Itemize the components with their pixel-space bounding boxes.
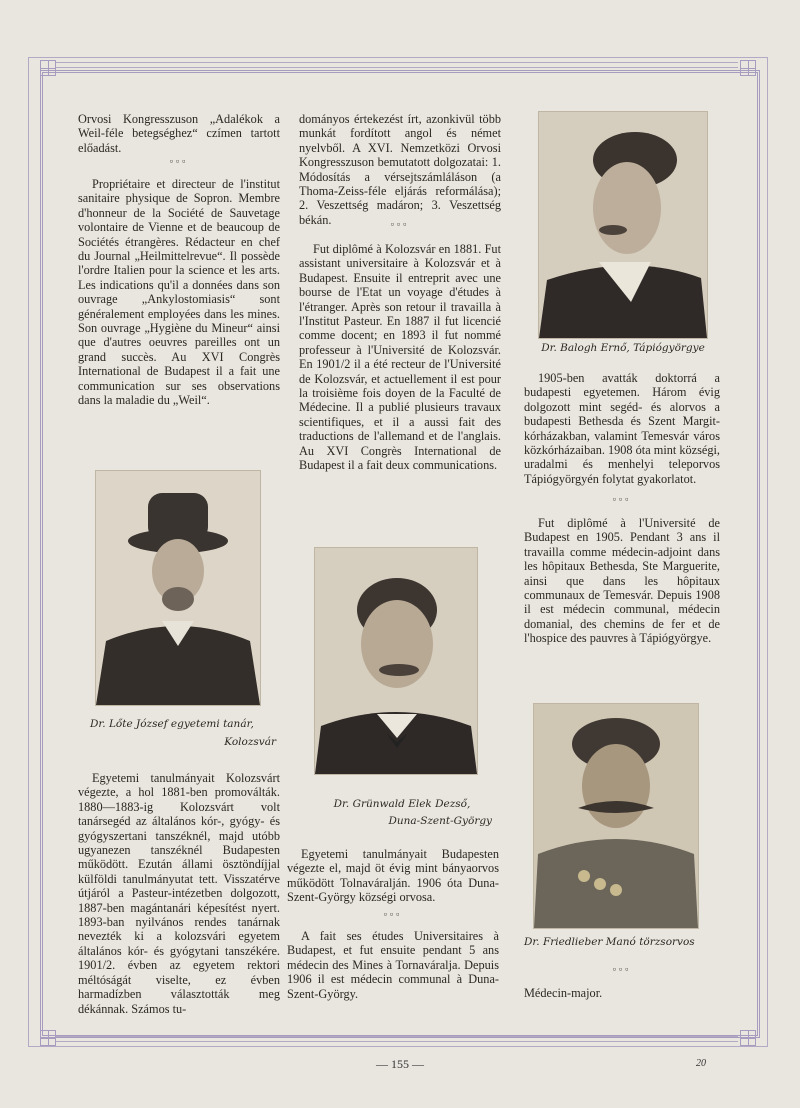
col2-paragraph-2: Fut diplômé à Kolozsvár en 1881. Fut assistant universitaire à Kolozsvár et à Budapest. Ensuite il entreprit avec une bourse de l'Etat un voyage d'études à l'étranger. Après son retour il travailla à l'Institut Pasteur. En 1887 il fut licencié comme docent; en 1893 il fut nommé professeur à l'Université de Kolozsvár. En 1901/2 il a été recteur de l'Université de Kolozsvár, et actuellement il est pour la troisième fois doyen de la Faculté de Médecine. Il a publié plusieurs travaux scientifiques, et il a aussi fait des traductions de l'allemand et de l'anglais. Au XVI Congrès International de Budapest il a fait deux communications. [299,242,501,473]
portrait-image [539,112,707,338]
corner-ornament [40,1030,56,1046]
corner-ornament [740,60,756,76]
portrait-friedlieber-mano [533,703,699,929]
section-separator: ▫▫▫ [612,964,632,974]
portrait-balogh-erno [538,111,708,339]
portrait-lote-jozsef [95,470,261,706]
col2-paragraph-4: A fait ses études Universitaires à Budapest, et fut ensuite pendant 5 ans médecin des Mines à Tornaváralja. Depuis 1906 il est médecin communal à Duna-Szent-György. [287,929,499,1001]
caption-balogh: Dr. Balogh Ernő, Tápiógyörgye [541,342,705,354]
col1-paragraph-3: Egyetemi tanulmányait Kolozsvárt végezte, a hol 1881-ben promoválták. 1880—1883-ig Kolozsvárt volt tanársegéd az általános kór-, gyógy- és gyógyszertani tanszéknél, majd utóbb ugyanezen tanszéknél Budapesten működött. Ezután állami ösztöndíjjal külföldi tanulmányutat tett. Visszatérve útjáról a Pasteur-intézetben dolgozott, 1887-ben magántanári képesítést nyert. 1893-ban nyilvános rendes tanárnak nevezték ki a kolozsvári egyetem általános kór- és gyógytani tanszékére. 1901/2. évben az egyetem rektori méltóságát viselte, ez évben harmadízben választották meg dékánnak. Számos tu- [78,771,280,1016]
caption-lote-name: Dr. Lőte József egyetemi tanár, [90,718,254,730]
portrait-grunwald-elek [314,547,478,775]
col1-paragraph-1: Orvosi Kongresszuson „Adalékok a Weil-féle betegséghez“ czímen tartott előadást. [78,112,280,155]
col1-paragraph-2: Propriétaire et directeur de l'institut sanitaire physique de Sopron. Membre d'honneur de la Société de Sauvetage volontaire de Vienne et de beaucoup de Sociétés étrangères. Rédacteur en chef du Journal „Heilmittelrevue“. Il possède l'ordre Italien pour la science et les arts. Les indications qu'il a données dans son ouvrage „Ankylostomiasis“ sont généralement employées dans les mines. Son ouvrage „Hygiène du Mineur“ ainsi que d'autres oeuvres pareilles ont un grand succès. Au XVI Congrès International de Budapest il a fait une communication sur ses observations dans la maladie du „Weil“. [78,177,280,408]
section-separator: ▫▫▫ [383,909,403,919]
col2-paragraph-3: Egyetemi tanulmányait Budapesten végezte el, majd öt évig mint bányaorvos működött Tolnaváralján. 1906 óta Duna-Szent-György községi orvosa. [287,847,499,905]
section-separator: ▫▫▫ [612,494,632,504]
ornamental-rule-top [56,62,738,68]
col3-paragraph-3: Médecin-major. [524,986,603,1000]
caption-grunwald-place: Duna-Szent-György [388,815,492,827]
section-separator: ▫▫▫ [169,156,189,166]
ornamental-rule-bottom [56,1036,738,1042]
page-number: — 155 — [376,1057,424,1071]
portrait-image [96,471,260,705]
printer-signature: 20 [696,1058,706,1069]
section-separator: ▫▫▫ [390,219,410,229]
col2-paragraph-1: dományos értekezést írt, azonkivül több munkát fordított angol és német nyelvből. A XVI. Nemzetközi Orvosi Kongresszuson bemutatott dolgozatai: 1. Módosítás a vérsejtszámláláson (a Thoma-Zeiss-féle eljárás reformálása); 2. Veszettség madáron; 3. Veszettség békán. [299,112,501,227]
caption-friedlieber: Dr. Friedlieber Manó törzsorvos [524,936,695,948]
portrait-image [315,548,477,774]
portrait-image [534,704,698,928]
caption-lote-place: Kolozsvár [224,736,276,748]
col3-paragraph-2: Fut diplômé à l'Université de Budapest en 1905. Pendant 3 ans il travailla comme médecin-adjoint dans les hôpitaux Bethesda, Ste Marguerite, ainsi que dans les hôpitaux communaux de Temesvár. Depuis 1908 il est médecin communal, médecin domanial, des chemins de fer et de l'hospice des pauvres à Tápiógyörgye. [524,516,720,646]
corner-ornament [40,60,56,76]
corner-ornament [740,1030,756,1046]
caption-grunwald-name: Dr. Grünwald Elek Dezső, [333,798,471,810]
col3-paragraph-1: 1905-ben avatták doktorrá a budapesti egyetemen. Három évig dolgozott mint segéd- és alorvos a budapesti Bethesda és Szent Margit-kórházakban, valamint Temesvár város közkórházaiban. 1908 óta mint községi, uradalmi és menhelyi teleporvos Tápiógyörgyén folytat gyakorlatot. [524,371,721,486]
